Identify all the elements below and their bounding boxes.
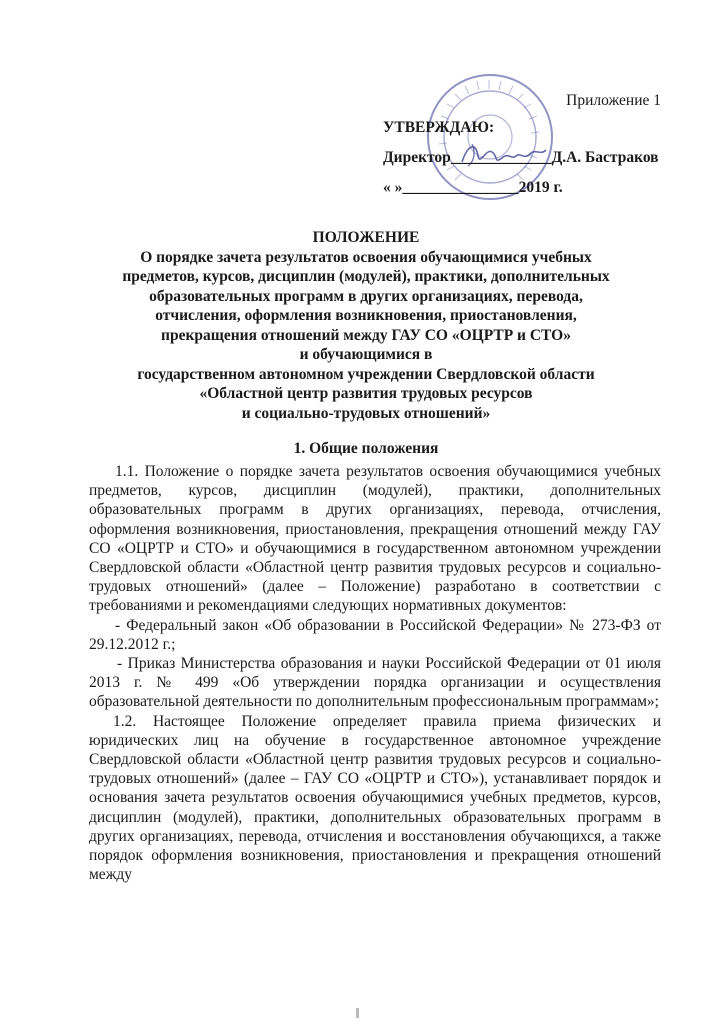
approval-year: 2019 г. [518, 179, 563, 196]
paragraph: - Федеральный закон «Об образовании в Российской Федерации» № 273-ФЗ от 29.12.2012 г.; [89, 616, 661, 653]
date-close-quote: » [394, 179, 403, 196]
title-line: отчисления, оформления возникновения, приостановления, [155, 307, 577, 324]
document-title [70, 228, 662, 423]
director-name: Д.А. Бастраков [551, 149, 659, 166]
paragraph: 1.1. Положение о порядке зачета результатов освоения обучающимися учебных предметов, курсов, дисциплин (модулей), практики, дополнительных образовательных программ в других организациях, перевода, отчисления, оформления возникновения, приостановления, прекращения отношений между ГАУ СО «ОЦРТР и СТО» и обучающимися в государственном автономном учреждении Свердловской области «Областной центр развития трудовых ресурсов и социально-трудовых отношений» (далее – Положение) разработано в соответствии с требованиями и рекомендациями следующих нормативных документов: [89, 463, 661, 615]
title-line: и обучающимися в [299, 346, 433, 363]
approval-block [383, 113, 673, 203]
title-line: образовательных программ в других организациях, перевода, [149, 287, 583, 305]
paragraph: 1.2. Настоящее Положение определяет правила приема физических и юридических лиц на обучение в государственное автономное учреждение Свердловской области «Областной центр развития трудовых ресурсов и социально-трудовых отношений» (далее – ГАУ СО «ОЦРТР и СТО»), устанавливает порядок и основания зачета результатов освоения обучающимися учебных предметов, курсов, дисциплин (модулей), практики, дополнительных образовательных программ в других организациях, перевода, отчисления и восстановления обучающихся, а также порядок оформления возникновения, приостановления и прекращения отношений между [89, 712, 661, 884]
date-line: « »_______________2019 г. [383, 179, 563, 196]
page-edge-mark [356, 1008, 359, 1018]
appendix-label: Приложение 1 [566, 92, 661, 109]
paragraph: - Приказ Министерства образования и науки Российской Федерации от 01 июля 2013 г. № 499 «Об утверждении порядка организации и осуществления образовательной деятельности по дополнительным профессиональным программам»; [89, 655, 661, 711]
approve-heading: УТВЕРЖДАЮ: [383, 119, 495, 136]
title-line: прекращения отношений между ГАУ СО «ОЦРТР и СТО» [161, 326, 571, 344]
title-line: и социально-трудовых отношений» [241, 404, 491, 422]
section-body [89, 462, 661, 884]
title-line: О порядке зачета результатов освоения обучающимися учебных [140, 248, 592, 266]
title-line: «Областной центр развития трудовых ресурсов [199, 385, 533, 402]
director-label: Директор [383, 149, 451, 166]
title-line: государственном автономном учреждении Свердловской области [137, 365, 595, 383]
section-heading: 1. Общие положения [293, 440, 439, 457]
title-heading: ПОЛОЖЕНИЕ [312, 229, 420, 246]
date-open-quote: « [383, 179, 391, 196]
title-line: предметов, курсов, дисциплин (модулей), практики, дополнительных [122, 268, 610, 285]
director-line: Директор_____________Д.А. Бастраков [383, 149, 659, 166]
